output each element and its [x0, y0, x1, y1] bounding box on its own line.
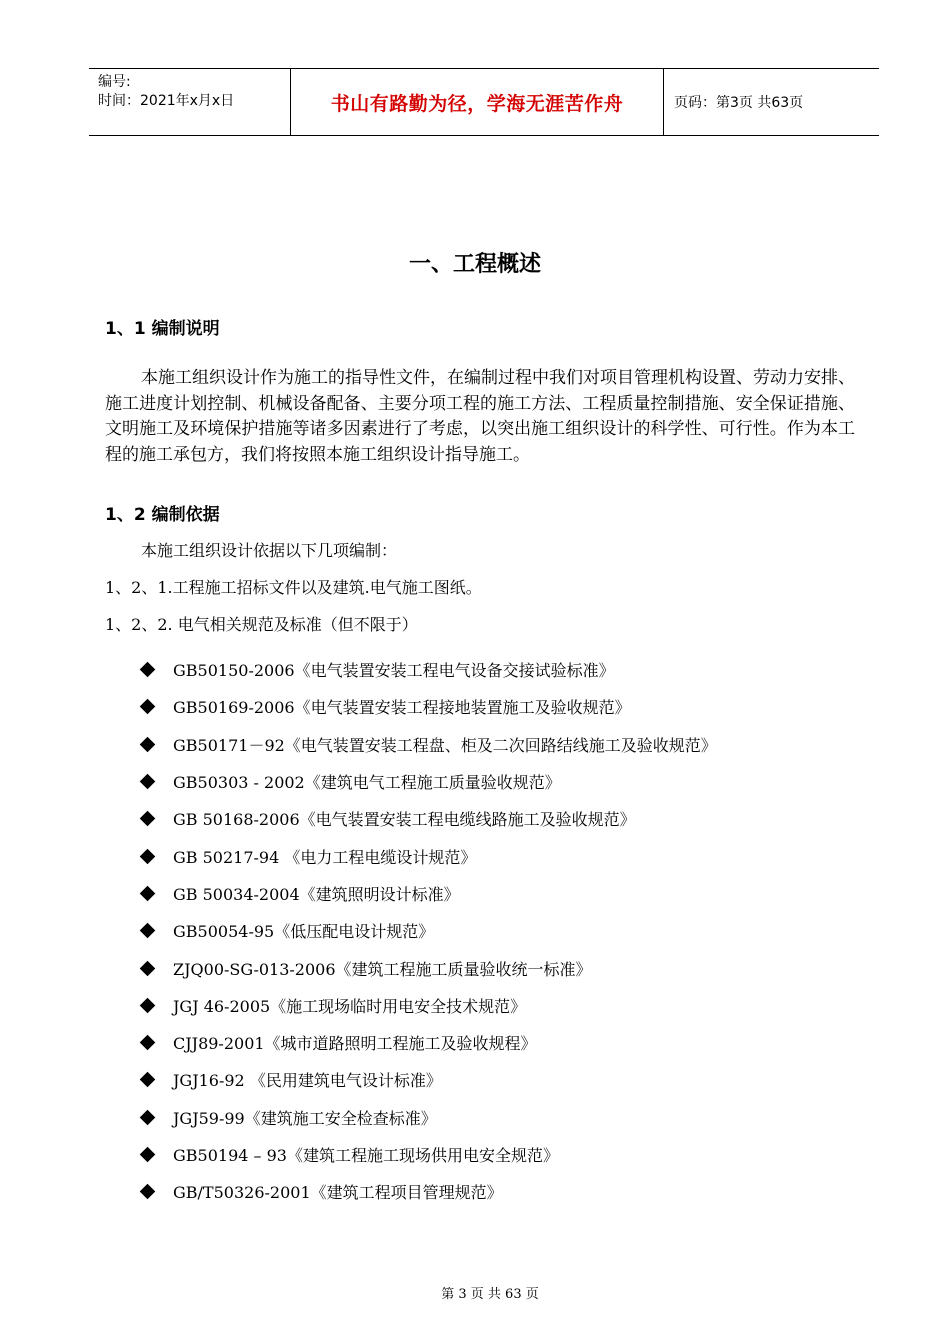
- document-time-label: 时间：2021年x月x日: [98, 93, 235, 109]
- diamond-bullet-icon: [140, 1184, 156, 1200]
- standard-text: GB50171－92《电气装置安装工程盘、柜及二次回路结线施工及验收规范》: [173, 735, 717, 755]
- diamond-bullet-icon: [140, 923, 156, 939]
- header-info-cell: [89, 69, 291, 135]
- document-header: [89, 68, 879, 136]
- list-item: [138, 837, 717, 874]
- standards-list: [138, 651, 717, 1210]
- standard-text: GB 50217-94 《电力工程电缆设计规范》: [173, 847, 477, 867]
- chapter-title: 一、工程概述: [408, 252, 541, 277]
- diamond-bullet-icon: [140, 811, 156, 827]
- section-heading-1-1: 1、1 编制说明: [105, 319, 220, 339]
- diamond-bullet-icon: [140, 699, 156, 715]
- standard-text: GB50194 – 93《建筑工程施工现场供用电安全规范》: [173, 1146, 559, 1165]
- standard-text: GB50150-2006《电气装置安装工程电气设备交接试验标准》: [173, 661, 615, 681]
- standard-text: CJJ89-2001《城市道路照明工程施工及验收规程》: [173, 1034, 537, 1054]
- diamond-bullet-icon: [140, 1109, 156, 1125]
- section-paragraph-1-1: 本施工组织设计作为施工的指导性文件，在编制过程中我们对项目管理机构设置、劳动力安排、施工进度计划控制、机械设备配备、主要分项工程的施工方法、工程质量控制措施、安全保证措施、文明施工及环境保护措施等诸多因素进行了考虑，以突出施工组织设计的科学性、可行性。作为本工程的施工承包方，我们将按照本施工组织设计指导施工。: [105, 368, 855, 465]
- standard-text: JGJ 46-2005《施工现场临时用电安全技术规范》: [173, 996, 527, 1016]
- standard-text: GB/T50326-2001《建筑工程项目管理规范》: [173, 1183, 503, 1203]
- basis-item-2: 1、2、2. 电气相关规范及标准（但不限于）: [105, 615, 418, 634]
- diamond-bullet-icon: [140, 960, 156, 976]
- diamond-bullet-icon: [140, 662, 156, 678]
- header-page-info: 页码：第3页 共63页: [674, 95, 804, 111]
- standard-text: JGJ16-92 《民用建筑电气设计标准》: [173, 1071, 442, 1091]
- list-item: [138, 1024, 717, 1061]
- motto-text: 书山有路勤为径，学海无涯苦作舟: [330, 92, 624, 115]
- basis-item-1: 1、2、1.工程施工招标文件以及建筑.电气施工图纸。: [105, 578, 482, 597]
- diamond-bullet-icon: [140, 1147, 156, 1163]
- header-page-cell: [664, 69, 879, 135]
- list-item: [138, 875, 717, 912]
- header-motto-cell: [291, 69, 664, 135]
- list-item: [138, 1099, 717, 1136]
- list-item: [138, 651, 717, 688]
- list-item: [138, 688, 717, 725]
- standard-text: GB 50168-2006《电气装置安装工程电缆线路施工及验收规范》: [173, 810, 636, 830]
- diamond-bullet-icon: [140, 998, 156, 1014]
- list-item: [138, 912, 717, 949]
- list-item: [138, 1136, 717, 1173]
- list-item: [138, 763, 717, 800]
- list-item: [138, 726, 717, 763]
- standard-text: GB50054-95《低压配电设计规范》: [173, 922, 435, 942]
- standard-text: GB50303 - 2002《建筑电气工程施工质量验收规范》: [173, 773, 561, 793]
- list-item: [138, 949, 717, 986]
- standard-text: ZJQ00-SG-013-2006《建筑工程施工质量验收统一标准》: [173, 959, 592, 979]
- section-intro: 本施工组织设计依据以下几项编制：: [141, 541, 398, 560]
- section-heading-1-2: 1、2 编制依据: [105, 505, 220, 525]
- standard-text: GB50169-2006《电气装置安装工程接地装置施工及验收规范》: [173, 698, 631, 718]
- document-number-label: 编号:: [98, 74, 131, 90]
- diamond-bullet-icon: [140, 886, 156, 902]
- diamond-bullet-icon: [140, 1072, 156, 1088]
- standard-text: JGJ59-99《建筑施工安全检查标准》: [173, 1108, 437, 1128]
- list-item: [138, 987, 717, 1024]
- list-item: [138, 1061, 717, 1098]
- list-item: [138, 1173, 717, 1210]
- standard-text: GB 50034-2004《建筑照明设计标准》: [173, 884, 460, 904]
- page-footer: 第 3 页 共 63 页: [441, 1287, 539, 1302]
- list-item: [138, 800, 717, 837]
- diamond-bullet-icon: [140, 848, 156, 864]
- diamond-bullet-icon: [140, 736, 156, 752]
- diamond-bullet-icon: [140, 1035, 156, 1051]
- diamond-bullet-icon: [140, 774, 156, 790]
